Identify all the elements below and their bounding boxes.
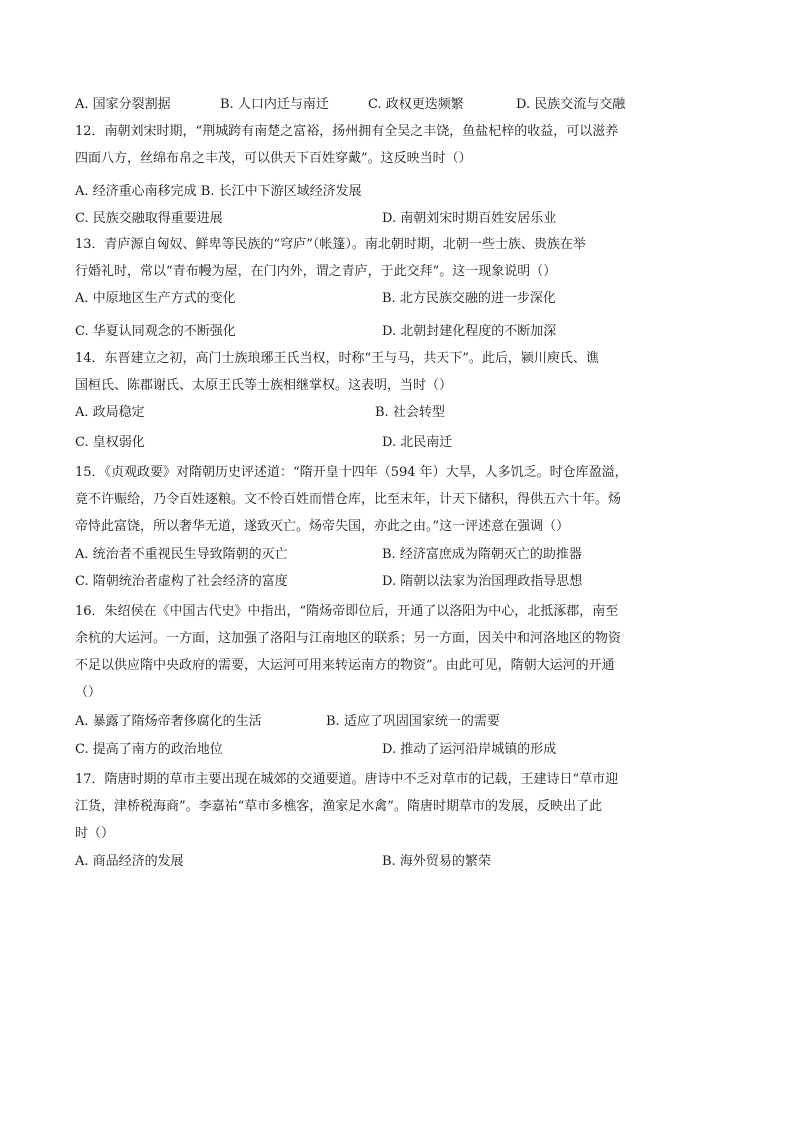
q11-option-a[interactable]: A. 国家分裂割据 (75, 97, 171, 112)
q15-option-d[interactable]: D. 隋朝以法家为治国理政指导思想 (382, 574, 583, 589)
q15-stem-line-2: 竟不许赈给，乃令百姓逐粮。文不怜百姓而惜仓库，比至末年，计天下储积，得供五六十年。炀 (75, 492, 622, 507)
q13-stem-line-2: 行婚礼时，常以“青布幔为屋，在门内外，谓之青庐，于此交拜”。这一现象说明（） (75, 264, 557, 279)
q11-option-c[interactable]: C. 政权更迭频繁 (368, 97, 464, 112)
q17-stem-line-3: 时（） (75, 826, 115, 841)
q14-stem-line-1: 14．东晋建立之初，高门士族琅琊王氏当权，时称“王与马，共天下”。此后，颍川庾氏、谯 (75, 351, 599, 366)
q17-option-a[interactable]: A. 商品经济的发展 (75, 854, 184, 869)
q12-option-d[interactable]: D. 南朝刘宋时期百姓安居乐业 (382, 211, 557, 226)
q14-option-c[interactable]: C. 皇权弱化 (75, 435, 145, 450)
q16-stem-line-3: 不足以供应隋中央政府的需要，大运河可用来转运南方的物资”。由此可见，隋朝大运河的开通 (75, 658, 615, 673)
q15-stem-line-1: 15．《贞观政要》对隋朝历史评述道：“隋开皇十四年（594 年）大旱，人多饥乏。时仓库盈溢， (75, 465, 628, 480)
q15-stem-line-3: 帝恃此富饶，所以奢华无道，遂致灭亡。炀帝失国，亦此之由。”这一评述意在强调（） (75, 519, 570, 534)
q16-stem-line-2: 余杭的大运河。一方面，这加强了洛阳与江南地区的联系；另一方面，因关中和河洛地区的物资 (75, 631, 622, 646)
q12-stem-line-2: 四面八方，丝绵布帛之丰茂，可以供天下百姓穿戴”。这反映当时（） (75, 151, 472, 166)
q13-option-c[interactable]: C. 华夏认同观念的不断强化 (75, 324, 236, 339)
q12-option-c[interactable]: C. 民族交融取得重要进展 (75, 211, 223, 226)
q14-stem-line-2: 国桓氏、陈郡谢氏、太原王氏等士族相继掌权。这表明，当时（） (75, 378, 453, 393)
q11-option-b[interactable]: B. 人口内迁与南迁 (220, 97, 329, 112)
q11-option-d[interactable]: D. 民族交流与交融 (516, 97, 626, 112)
q13-option-a[interactable]: A. 中原地区生产方式的变化 (75, 291, 236, 306)
q13-stem-line-1: 13．青庐源自匈奴、鲜卑等民族的“穹庐”（帐篷）。南北朝时期，北朝一些士族、贵族在举 (75, 237, 586, 252)
q16-stem-line-4: （） (75, 685, 102, 700)
q15-option-c[interactable]: C. 隋朝统治者虚构了社会经济的富度 (75, 574, 288, 589)
q13-option-d[interactable]: D. 北朝封建化程度的不断加深 (382, 324, 557, 339)
q12-option-ab[interactable]: A. 经济重心南移完成 B. 长江中下游区域经济发展 (75, 184, 362, 199)
q15-option-b[interactable]: B. 经济富庶成为隋朝灭亡的助推器 (382, 547, 582, 562)
q17-option-b[interactable]: B. 海外贸易的繁荣 (382, 854, 491, 869)
q13-option-b[interactable]: B. 北方民族交融的进一步深化 (382, 291, 556, 306)
q12-stem-line-1: 12．南朝刘宋时期，“荆城跨有南楚之富裕，扬州拥有全吴之丰饶，鱼盐杞梓的收益，可以滋养 (75, 124, 619, 139)
q14-option-b[interactable]: B. 社会转型 (375, 405, 445, 420)
q17-stem-line-1: 17．隋唐时期的草市主要出现在城郊的交通要道。唐诗中不乏对草市的记载，王建诗日“草市迎 (75, 772, 619, 787)
q14-option-a[interactable]: A. 政局稳定 (75, 405, 145, 420)
q16-option-c[interactable]: C. 提高了南方的政治地位 (75, 742, 223, 757)
q15-option-a[interactable]: A. 统治者不重视民生导致隋朝的灭亡 (75, 547, 288, 562)
q16-stem-line-1: 16．朱绍侯在《中国古代史》中指出，“隋炀帝即位后，开通了以洛阳为中心，北抵涿郡，南至 (75, 604, 619, 619)
q17-stem-line-2: 江货，津桥税海商”。李嘉祐“草市多樵客，渔家足水禽”。隋唐时期草市的发展，反映出了此 (75, 799, 602, 814)
q16-option-b[interactable]: B. 适应了巩固国家统一的需要 (326, 714, 500, 729)
q16-option-a[interactable]: A. 暴露了隋炀帝奢侈腐化的生活 (75, 714, 262, 729)
q16-option-d[interactable]: D. 推动了运河沿岸城镇的形成 (382, 742, 557, 757)
q14-option-d[interactable]: D. 北民南迁 (382, 435, 453, 450)
